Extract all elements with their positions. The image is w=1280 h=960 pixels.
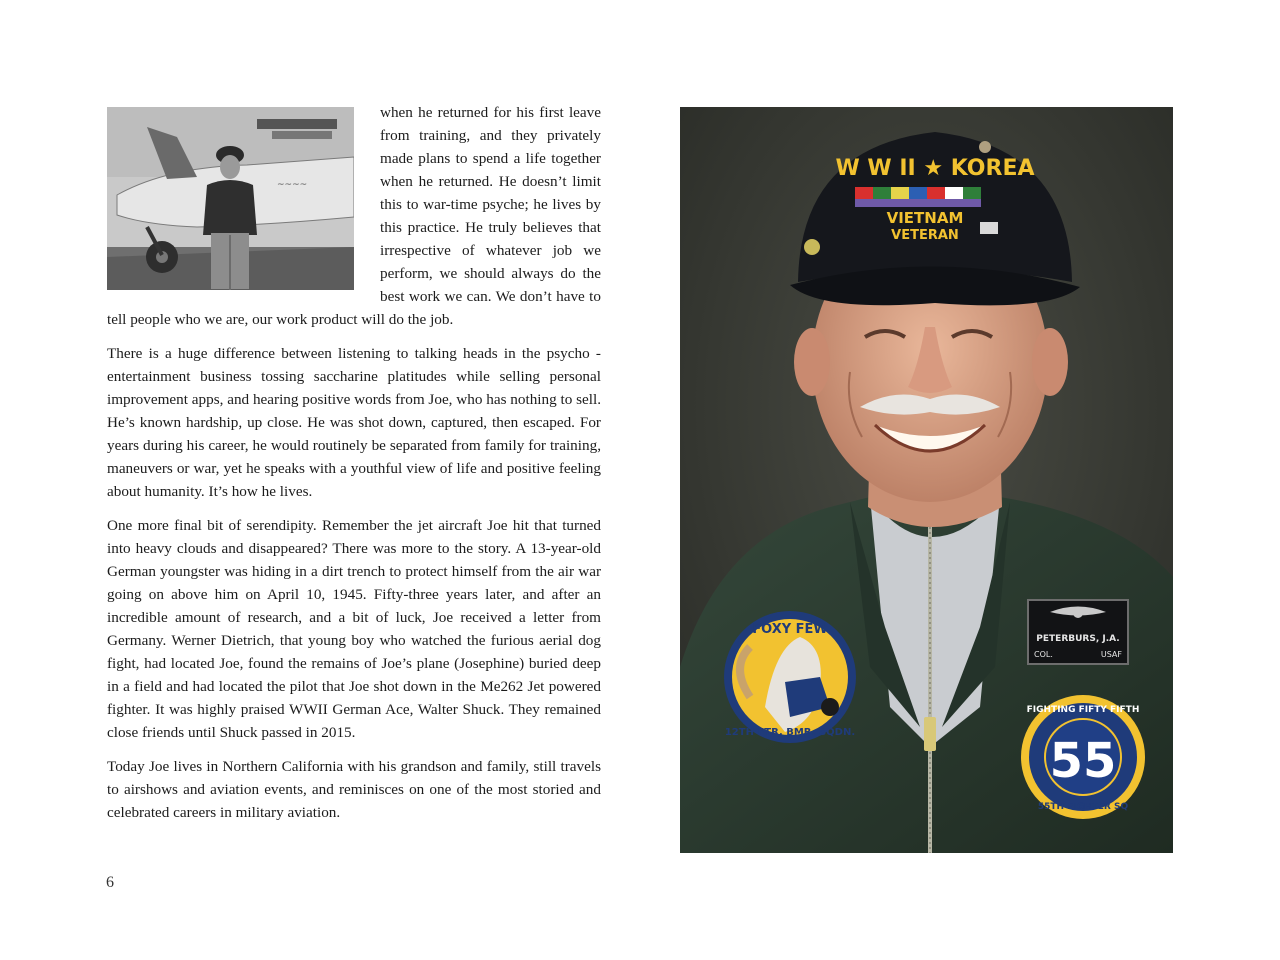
patch-55th-fighter-sq xyxy=(1021,695,1145,819)
patch-foxy-few xyxy=(724,611,856,743)
veteran-portrait-image xyxy=(680,107,1173,853)
cap-text-line2: VIETNAM xyxy=(886,209,964,227)
cap-text-line1: W W II ★ KOREA xyxy=(835,156,1035,181)
inset-photo-pilot-with-plane xyxy=(107,107,354,290)
veteran-portrait-photo xyxy=(680,107,1173,853)
patch-55-number: 55 xyxy=(1049,733,1117,789)
paragraph-2: There is a huge difference between listening to talking heads in the psycho -entertainment business tossing saccharine platitudes while selling personal improvement apps, and hearing positive words from Joe, who has nothing to sell. He’s known hardship, up close. He was shot down, captured, then escaped. For years during his career, he would routinely be separated from family for training, maneuvers or war, yet he speaks with a youthful view of life and positive feeling about humanity. It’s how he lives. xyxy=(107,345,601,500)
paragraph-4: Today Joe lives in Northern California with his grandson and family, still travels to airshows and aviation events, and reminisces on one of the most storied and celebrated careers in military aviation. xyxy=(107,758,601,821)
name-tag-rank: COL. xyxy=(1034,650,1053,659)
inset-photo-pilot-with-plane-image xyxy=(107,107,354,290)
name-tag xyxy=(1028,600,1128,664)
patch-55-bottom: 55TH FIGHTER SQ xyxy=(1037,802,1129,812)
body-text-column xyxy=(107,101,601,835)
name-tag-branch: USAF xyxy=(1100,650,1122,659)
name-tag-name: PETERBURS, J.A. xyxy=(1036,634,1120,644)
paragraph-1: when he returned for his first leave from training, and they privately made plans to spend a life together when he returned. He doesn’t limit this to war-time psyche; he lives by this practice. He truly believes that irrespective of whatever job we perform, we should always do the best work we can. We don’t have to tell people who we are, our work product will do the job. xyxy=(107,104,601,328)
svg-text:~~~~: ~~~~ xyxy=(277,180,308,190)
cap-text-line3: VETERAN xyxy=(891,228,959,243)
patch-foxy-few-top: FOXY FEW xyxy=(752,622,828,637)
paragraph-3: One more final bit of serendipity. Remember the jet aircraft Joe hit that turned into heavy clouds and disappeared? There was more to the story. A 13-year-old German youngster was hiding in a dirt trench to protect himself from the air war going on above him on April 10, 1945. Fifty-three years later, and after an incredible amount of research, and a bit of luck, Joe received a letter from Germany. Werner Dietrich, that young boy who watched the furious aerial dog fight, had located Joe, found the remains of Joe’s plane (Josephine) buried deep in a field and had located the pilot that Joe shot down in the Me262 Jet powered fighter. It was highly praised WWII German Ace, Walter Shuck. They remained close friends until Shuck passed in 2015. xyxy=(107,517,601,741)
page-number: 6 xyxy=(106,874,114,891)
patch-foxy-few-bottom: 12TH FTR. BMR. SQDN. xyxy=(724,727,856,738)
patch-55-top: FIGHTING FIFTY FIFTH xyxy=(1026,705,1140,715)
